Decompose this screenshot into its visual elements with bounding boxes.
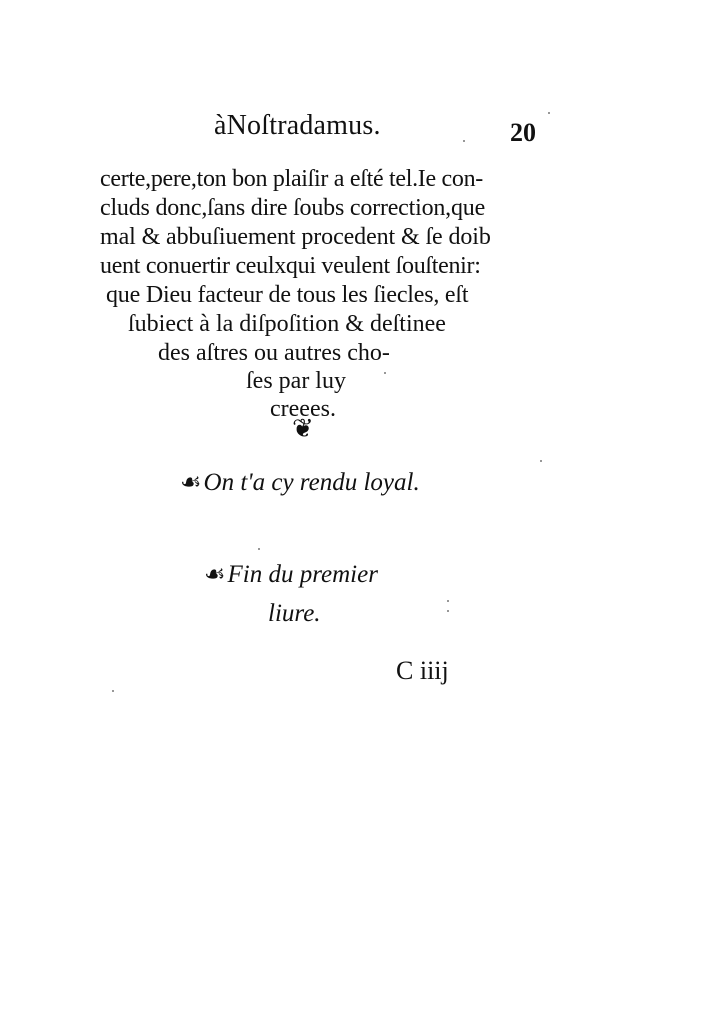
ink-speck: [463, 140, 465, 142]
ink-speck: [447, 600, 449, 602]
ink-speck: [112, 690, 114, 692]
motto-line: [180, 468, 420, 497]
gathering-signature: C iiij: [396, 656, 449, 685]
text-line: mal & abbuſiuement procedent & ſe doib: [100, 224, 491, 250]
motto-text: On t'a cy rendu loyal.: [203, 469, 420, 496]
fin-text-2: liure.: [268, 600, 321, 627]
text-line: ſubiect à la diſpoſition & deſtinee: [128, 311, 446, 337]
leaf-fleuron-icon: ☙: [204, 562, 226, 588]
fleuron-ornament-icon: ❦: [292, 414, 314, 443]
text-line: ſes par luy: [246, 368, 346, 394]
fin-text-1: Fin du premier: [227, 561, 378, 588]
fin-line-1: [204, 560, 378, 589]
running-title: àNoſtradamus.: [214, 110, 381, 141]
text-line: uent conuertir ceulxqui veulent ſouſtenir:: [100, 253, 481, 279]
ink-speck: [384, 372, 386, 374]
text-line: certe,pere,ton bon plaiſir a eſté tel.Ie con-: [100, 166, 483, 192]
ink-speck: [540, 460, 542, 462]
ink-speck: [258, 548, 260, 550]
text-line: cluds donc,ſans dire ſoubs correction,que: [100, 195, 486, 221]
ink-speck: [548, 112, 550, 114]
leaf-fleuron-icon: ☙: [180, 470, 202, 496]
page-number: 20: [510, 118, 536, 147]
text-line: que Dieu facteur de tous les ſiecles, eſt: [106, 282, 469, 308]
ink-speck: [447, 610, 449, 612]
text-line: creees.: [270, 396, 336, 422]
text-line: des aſtres ou autres cho-: [158, 340, 390, 366]
